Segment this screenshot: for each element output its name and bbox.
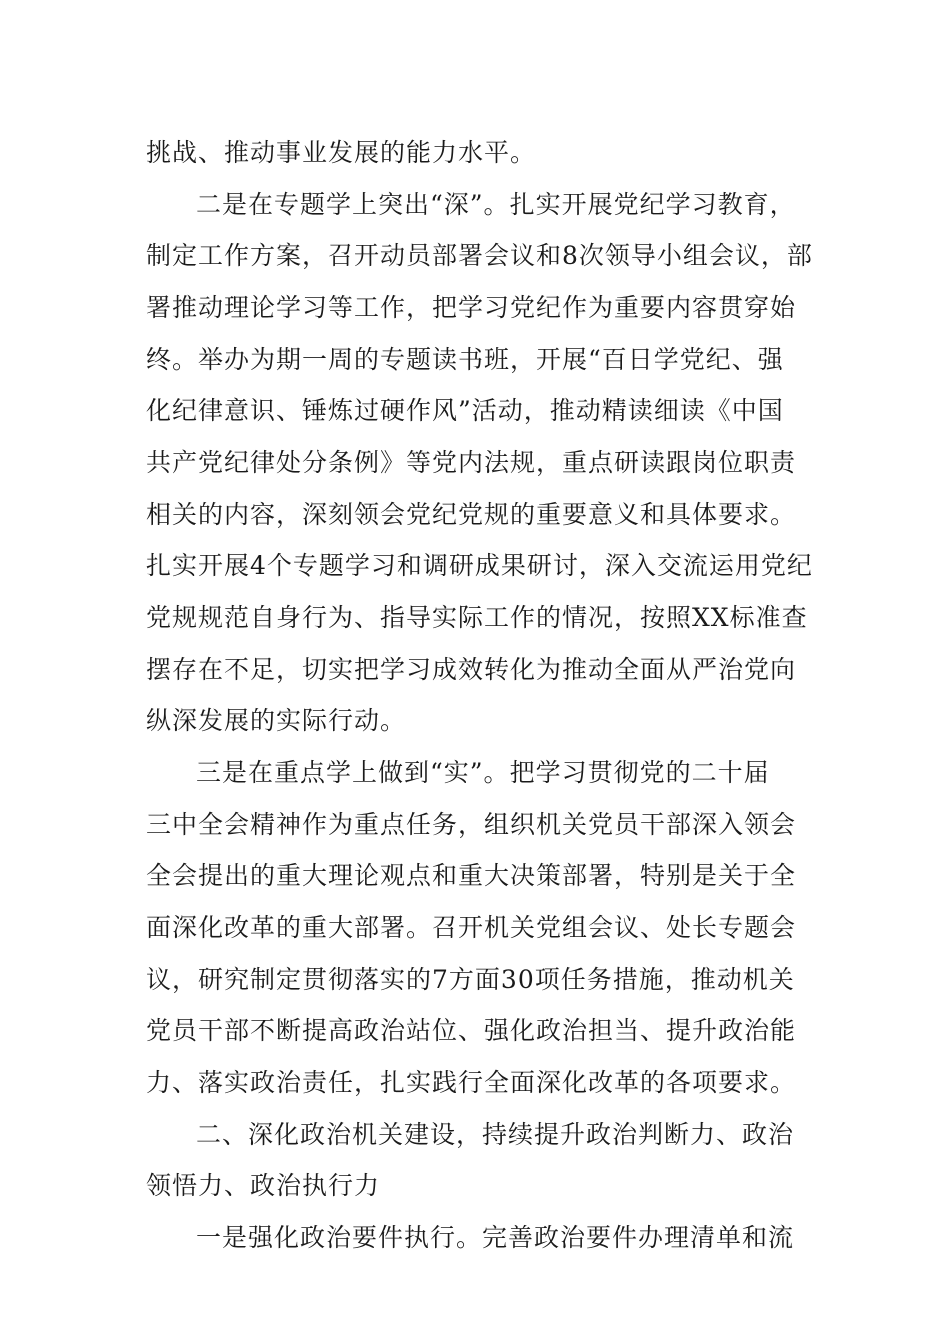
text-line: 力、落实政治责任，扎实践行全面深化改革的各项要求。 xyxy=(146,1068,797,1097)
text-line: 党规规范自身行为、指导实际工作的情况，按照XX标准查 xyxy=(146,603,808,632)
text-line: 终。举办为期一周的专题读书班，开展“百日学党纪、强 xyxy=(146,345,784,374)
text-line: 摆存在不足，切实把学习成效转化为推动全面从严治党向 xyxy=(146,655,797,684)
text-line: 党员干部不断提高政治站位、强化政治担当、提升政治能 xyxy=(146,1016,797,1045)
text-line: 挑战、推动事业发展的能力水平。 xyxy=(146,138,537,167)
text-line: 共产党纪律处分条例》等党内法规，重点研读跟岗位职责 xyxy=(146,448,797,477)
paragraph-start: 二是在专题学上突出“深”。扎实开展党纪学习教育， xyxy=(196,190,796,219)
text-line: 三中全会精神作为重点任务，组织机关党员干部深入领会 xyxy=(146,810,797,839)
text-line: 扎实开展4个专题学习和调研成果研讨，深入交流运用党纪 xyxy=(146,551,813,580)
section-heading-continued: 领悟力、政治执行力 xyxy=(146,1171,381,1200)
paragraph-start: 一是强化政治要件执行。完善政治要件办理清单和流 xyxy=(196,1223,795,1252)
text-line: 全会提出的重大理论观点和重大决策部署，特别是关于全 xyxy=(146,861,797,890)
text-line: 制定工作方案，召开动员部署会议和8次领导小组会议，部 xyxy=(146,241,813,270)
text-line: 化纪律意识、锤炼过硬作风”活动，推动精读细读《中国 xyxy=(146,396,784,425)
text-line: 面深化改革的重大部署。召开机关党组会议、处长专题会 xyxy=(146,913,797,942)
text-line: 议，研究制定贯彻落实的7方面30项任务措施，推动机关 xyxy=(146,965,795,994)
paragraph-start: 三是在重点学上做到“实”。把学习贯彻党的二十届 xyxy=(196,758,770,787)
text-line: 相关的内容，深刻领会党纪党规的重要意义和具体要求。 xyxy=(146,500,797,529)
section-heading: 二、深化政治机关建设，持续提升政治判断力、政治 xyxy=(196,1120,795,1149)
text-line: 署推动理论学习等工作，把学习党纪作为重要内容贯穿始 xyxy=(146,293,797,322)
text-line: 纵深发展的实际行动。 xyxy=(146,706,407,735)
